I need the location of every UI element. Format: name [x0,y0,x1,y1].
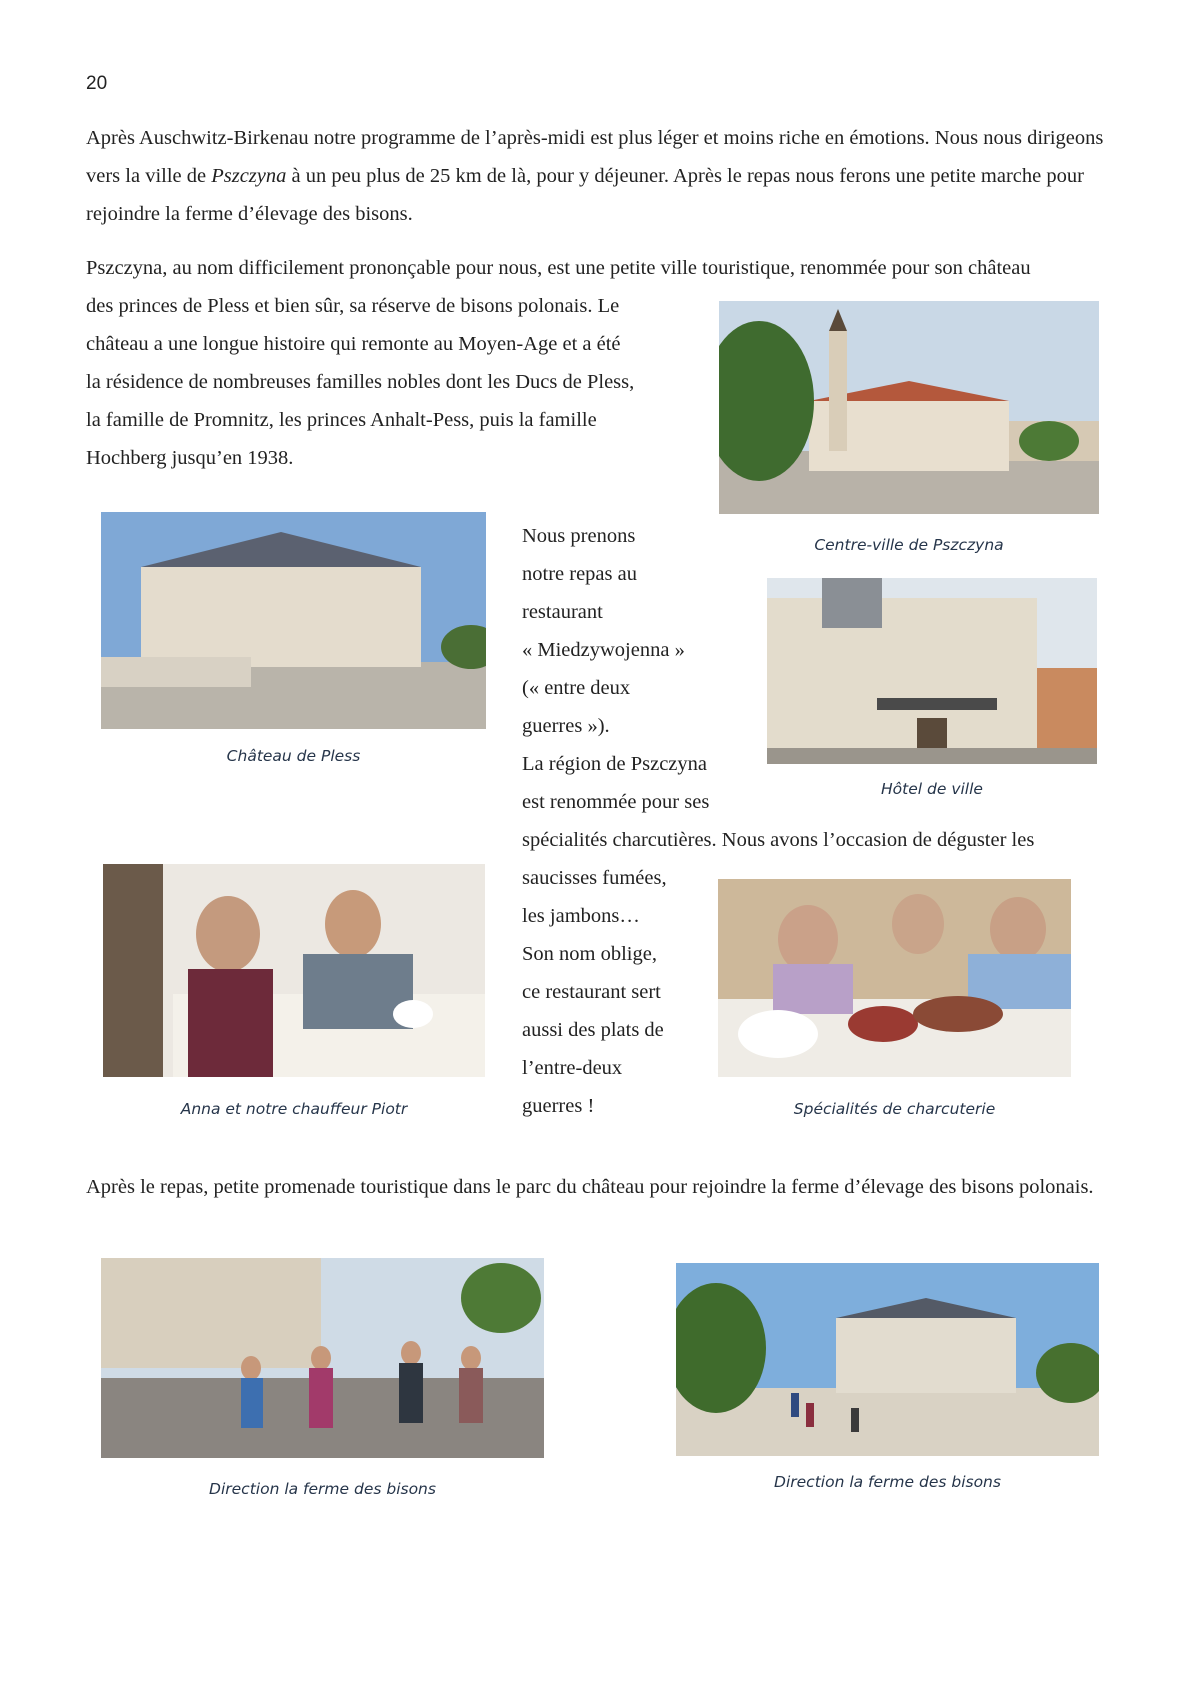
restaurant-line: (« entre deux [522,677,631,699]
restaurant-line: Nous prenons [522,525,636,547]
restaurant-line: guerres ! [522,1095,595,1117]
photo-walk-park [676,1263,1099,1456]
intro-text-a: Après Auschwitz-Birkenau notre programme de l’après-midi est plus léger et moins riche en émotions. Nous nous dirigeons vers la ville de [86,127,1104,187]
intro-text-b: à un peu plus de 25 km de là, pour y déjeuner. Après le repas nous ferons une petite marche pour rejoindre la ferme d’élevage des bisons. [86,165,1084,225]
restaurant-line: Son nom oblige, [522,943,657,965]
paragraph2-line: la famille de Promnitz, les princes Anhalt-Pess, puis la famille [86,409,597,431]
restaurant-line: guerres »). [522,715,610,737]
photo-anna-piotr [103,864,485,1077]
restaurant-line: est renommée pour ses [522,791,710,813]
closing-paragraph: Après le repas, petite promenade touristique dans le parc du château pour rejoindre la ferme d’élevage des bisons polonais. [86,1176,1094,1198]
restaurant-line: La région de Pszczyna [522,753,707,775]
paragraph2-line: château a une longue histoire qui remonte au Moyen-Age et a été [86,333,621,355]
caption-town-hall: Hôtel de ville [881,780,983,798]
caption-anna-piotr: Anna et notre chauffeur Piotr [180,1100,408,1118]
intro-place-name: Pszczyna [211,165,287,187]
caption-castle: Château de Pless [226,747,361,765]
photo-town-square [719,301,1099,514]
paragraph2-line: la résidence de nombreuses familles nobles dont les Ducs de Pless, [86,371,635,393]
photo-town-hall [767,578,1097,764]
intro-paragraph [86,119,1111,233]
caption-walk-park: Direction la ferme des bisons [774,1473,1001,1491]
photo-walk-street [101,1258,544,1458]
restaurant-line: les jambons… [522,905,640,927]
restaurant-line: l’entre-deux [522,1057,623,1079]
photo-charcuterie [718,879,1071,1077]
caption-charcuterie: Spécialités de charcuterie [793,1100,996,1118]
photo-castle [101,512,486,729]
restaurant-line: notre repas au [522,563,637,585]
caption-town-square: Centre-ville de Pszczyna [814,536,1004,554]
caption-walk-street: Direction la ferme des bisons [209,1480,436,1498]
page-number: 20 [86,73,108,94]
paragraph2-line: Hochberg jusqu’en 1938. [86,447,294,469]
restaurant-line: ce restaurant sert [522,981,661,1003]
paragraph2-first-line: Pszczyna, au nom difficilement prononçable pour nous, est une petite ville touristique, renommée pour son château [86,257,1031,279]
paragraph2-line: des princes de Pless et bien sûr, sa réserve de bisons polonais. Le [86,295,620,317]
restaurant-line: « Miedzywojenna » [522,639,685,661]
restaurant-line: aussi des plats de [522,1019,664,1041]
restaurant-wide-line: spécialités charcutières. Nous avons l’occasion de déguster les [522,829,1035,851]
restaurant-line: saucisses fumées, [522,867,667,889]
restaurant-line: restaurant [522,601,603,623]
